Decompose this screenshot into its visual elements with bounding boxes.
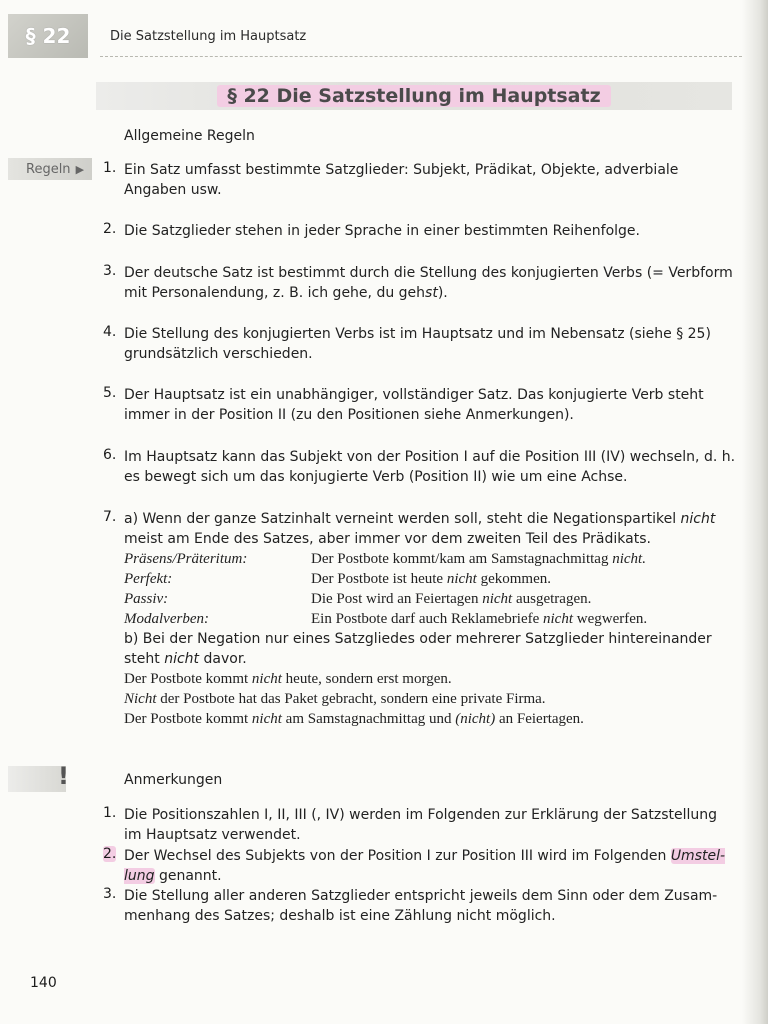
- example-post: wegwerfen.: [576, 611, 648, 627]
- rule-number: 4.: [103, 324, 117, 340]
- rule-number: 2.: [103, 221, 117, 237]
- example-pre: Der Postbote kommt/kam am Samstagnachmittag: [311, 551, 609, 567]
- note-number: 1.: [103, 805, 117, 821]
- regeln-badge: [8, 158, 92, 180]
- example-text: [311, 549, 646, 569]
- example-row: [124, 549, 724, 569]
- example-line: [124, 689, 724, 709]
- example-text: [311, 609, 647, 629]
- note-text: [124, 846, 736, 886]
- rule7-block: [124, 509, 724, 729]
- example-italic: nicht: [446, 571, 477, 587]
- note-text: Die Positionszahlen I, II, III (, IV) werden im Folgenden zur Erklärung der Satzstellung im Hauptsatz verwendet.: [124, 807, 718, 843]
- note-text-part: genannt.: [158, 868, 222, 884]
- example-label: Präsens/Präteritum:: [124, 551, 248, 567]
- example-line: [124, 669, 724, 689]
- header-divider: [100, 56, 742, 57]
- rule7-a: [124, 509, 724, 549]
- rule7-b-examples: [124, 669, 724, 729]
- rule-text: Im Hauptsatz kann das Subjekt von der Position I auf die Position III (IV) wechseln, d. h. es bewegt sich um das konjugierte Verb (Position II) wie um eine Achse.: [124, 449, 736, 485]
- page-number: 140: [30, 975, 57, 991]
- page-edge-shadow: [742, 0, 768, 1024]
- example-italic: Nicht: [124, 691, 157, 707]
- triangle-right-icon: ▶: [75, 162, 85, 176]
- example-label: Passiv:: [124, 591, 169, 607]
- example-pre: Der Postbote kommt: [124, 671, 249, 687]
- example-pre: Ein Postbote darf auch Reklamebriefe: [311, 611, 540, 627]
- example-italic: nicht.: [612, 551, 646, 567]
- rule-text: Die Stellung des konjugierten Verbs ist im Hauptsatz und im Nebensatz (siehe § 25) grundsätzlich verschieden.: [124, 326, 711, 362]
- example-row: [124, 589, 724, 609]
- rule-number: 3.: [103, 263, 117, 279]
- example-post: der Postbote hat das Paket gebracht, sondern eine private Firma.: [160, 691, 546, 707]
- rule-text: Die Satzglieder stehen in jeder Sprache in einer bestimmten Reihenfolge.: [124, 223, 640, 239]
- title-band: [96, 82, 732, 110]
- rule7-b-text: davor.: [203, 651, 247, 667]
- example-row: [124, 609, 724, 629]
- example-post: ausgetragen.: [515, 591, 592, 607]
- example-label: Modalverben:: [124, 611, 209, 627]
- example-label: Perfekt:: [124, 571, 173, 587]
- example-italic: nicht: [543, 611, 574, 627]
- rule-number: 5.: [103, 385, 117, 401]
- rule7-a-italic: nicht: [680, 511, 716, 527]
- example-row: [124, 569, 724, 589]
- rule7-a-text: a) Wenn der ganze Satzinhalt verneint werden soll, steht die Negationspartikel: [124, 511, 677, 527]
- rule-number: 6.: [103, 447, 117, 463]
- rule7-b: [124, 629, 724, 669]
- regeln-label: Regeln: [26, 161, 71, 177]
- page-title: § 22 Die Satzstellung im Hauptsatz: [217, 85, 610, 107]
- rule-number: 7.: [103, 509, 117, 525]
- example-pre: Der Postbote ist heute: [311, 571, 444, 587]
- rules-heading: Allgemeine Regeln: [124, 128, 255, 144]
- exclamation-icon: !: [58, 762, 69, 790]
- example-line: [124, 709, 724, 729]
- example-post: gekommen.: [480, 571, 551, 587]
- note-number: 3.: [103, 886, 117, 902]
- rule-text: Der Hauptsatz ist ein unabhängiger, vollständiger Satz. Das konjugierte Verb steht immer in der Position II (zu den Positionen siehe Anmerkungen).: [124, 387, 704, 423]
- rule7-examples: [124, 549, 724, 629]
- rule7-a-text: meist am Ende des Satzes, aber immer vor dem zweiten Teil des Prädikats.: [124, 531, 651, 547]
- note-number: [103, 846, 123, 862]
- example-italic: (nicht): [455, 711, 496, 727]
- example-text: [311, 589, 591, 609]
- example-post: heute, sondern erst morgen.: [285, 671, 452, 687]
- example-pre: Die Post wird an Feiertagen: [311, 591, 479, 607]
- rule-number: 1.: [103, 160, 117, 176]
- example-mid: am Samstagnachmittag und: [285, 711, 452, 727]
- rule-text: [124, 263, 736, 303]
- example-pre: Der Postbote kommt: [124, 711, 249, 727]
- example-italic: nicht: [482, 591, 513, 607]
- rule-text-italic: st: [425, 285, 438, 301]
- note-text: Die Stellung aller anderen Satzglieder entspricht jeweils dem Sinn oder dem Zusam-menhang des Satzes; deshalb ist eine Zählung nicht möglich.: [124, 888, 718, 924]
- note-text-part: Der Wechsel des Subjekts von der Position I zur Position III wird im Folgenden: [124, 848, 667, 864]
- example-text: [311, 569, 551, 589]
- example-italic: nicht: [251, 671, 282, 687]
- note-number-highlight: 2.: [103, 846, 117, 862]
- rule-text: Ein Satz umfasst bestimmte Satzglieder: Subjekt, Prädikat, Objekte, adverbiale Angaben usw.: [124, 162, 679, 198]
- rule-text-part: ).: [437, 285, 448, 301]
- note-highlight-term: Umstel-lung: [124, 848, 726, 884]
- rule-text-part: Der deutsche Satz ist bestimmt durch die Stellung des konjugierten Verbs (= Verbform mit Personalendung, z. B. ich gehe, du geh: [124, 265, 733, 301]
- section-badge: § 22: [8, 14, 88, 58]
- example-italic: nicht: [251, 711, 282, 727]
- running-header-title: Die Satzstellung im Hauptsatz: [110, 29, 307, 44]
- notes-heading: Anmerkungen: [124, 772, 223, 788]
- example-post: an Feiertagen.: [498, 711, 584, 727]
- rule7-b-text: b) Bei der Negation nur eines Satzgliedes oder mehrerer Satzglieder hintereinander steht: [124, 631, 712, 667]
- rule7-b-italic: nicht: [164, 651, 200, 667]
